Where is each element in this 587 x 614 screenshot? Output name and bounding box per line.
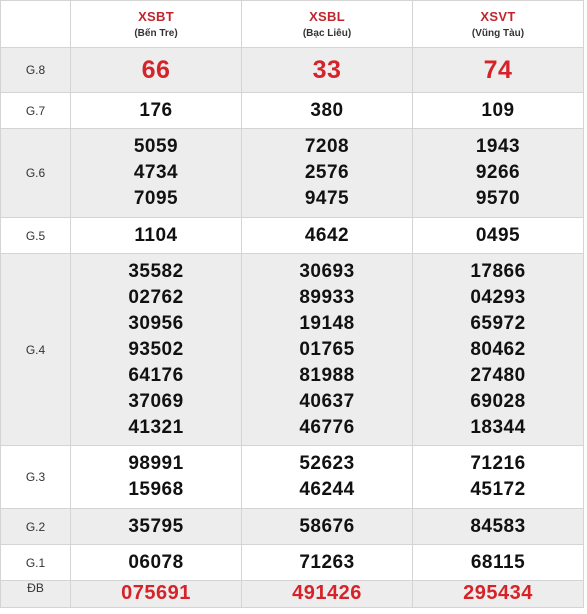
prize-label: G.1 [1,545,71,581]
prize-number: 9475 [304,188,350,209]
prize-number: 93502 [128,338,184,360]
prize-row [1,129,584,218]
prize-number: 89933 [299,286,355,308]
prize-number: 74 [483,56,513,84]
prize-number: 18344 [470,416,526,438]
prize-number: 98991 [128,453,184,474]
prize-number: 9266 [475,162,521,183]
prize-number: 69028 [470,390,526,412]
prize-number: 33 [312,56,342,84]
prize-label: G.8 [1,48,71,93]
prize-cell [71,581,242,608]
province-header [71,1,242,48]
prize-number: 7095 [133,188,179,209]
prize-cell [242,93,413,129]
prize-row [1,93,584,129]
province-code[interactable]: XSBT [138,8,174,24]
prize-label: G.2 [1,509,71,545]
prize-cell [413,509,584,545]
header-row [1,1,584,48]
prize-number: 0495 [475,224,521,246]
prize-label: G.3 [1,446,71,509]
prize-number: 380 [310,99,344,121]
prize-number: 176 [139,99,173,121]
prize-row [1,218,584,254]
prize-number: 109 [481,99,515,121]
prize-number: 40637 [299,390,355,412]
prize-number: 4734 [133,162,179,183]
province-code[interactable]: XSBL [309,8,345,24]
prize-cell [242,218,413,254]
prize-number: 81988 [299,364,355,386]
prize-row [1,581,584,608]
prize-number: 9570 [475,188,521,209]
prize-cell [71,509,242,545]
prize-number: 19148 [299,312,355,334]
prize-number: 1104 [134,224,178,246]
special-prize-number: 491426 [292,582,362,604]
prize-number: 66 [141,56,171,84]
prize-number: 17866 [470,260,526,282]
prize-row [1,48,584,93]
prize-cell [71,48,242,93]
special-prize-number: 295434 [463,582,533,604]
prize-number: 30956 [128,312,184,334]
prize-number: 35582 [128,260,184,282]
province-name: (Vũng Tàu) [471,27,525,39]
prize-label: G.4 [1,254,71,446]
prize-number: 37069 [128,390,184,412]
prize-cell [242,129,413,218]
prize-number: 27480 [470,364,526,386]
prize-cell [71,129,242,218]
prize-row [1,545,584,581]
prize-cell [242,48,413,93]
prize-number: 46244 [299,479,355,500]
prize-cell [413,93,584,129]
prize-cell [242,254,413,446]
province-header [413,1,584,48]
prize-cell [242,446,413,509]
prize-number: 06078 [128,551,184,573]
prize-cell [71,446,242,509]
province-code[interactable]: XSVT [480,8,516,24]
province-name: (Bến Tre) [134,27,178,39]
special-prize-number: 075691 [121,582,191,604]
prize-cell [242,509,413,545]
prize-number: 2576 [304,162,350,183]
prize-number: 7208 [304,136,350,157]
prize-label: G.6 [1,129,71,218]
prize-row [1,509,584,545]
prize-label: G.7 [1,93,71,129]
province-name: (Bạc Liêu) [302,27,352,39]
prize-label: ĐB [1,581,71,608]
prize-cell [413,254,584,446]
prize-number: 15968 [128,479,184,500]
prize-number: 80462 [470,338,526,360]
prize-number: 41321 [128,416,184,438]
prize-cell [71,545,242,581]
corner-cell [1,1,71,48]
prize-number: 71216 [470,453,526,474]
prize-row [1,254,584,446]
prize-number: 5059 [133,136,179,157]
prize-number: 84583 [470,515,526,537]
prize-number: 52623 [299,453,355,474]
prize-number: 46776 [299,416,355,438]
prize-cell [242,545,413,581]
prize-number: 01765 [299,338,355,360]
prize-number: 35795 [128,515,184,537]
prize-row [1,446,584,509]
prize-cell [71,93,242,129]
prize-number: 1943 [475,136,521,157]
prize-cell [413,129,584,218]
prize-number: 45172 [470,479,526,500]
prize-number: 71263 [299,551,355,573]
prize-cell [413,581,584,608]
prize-number: 58676 [299,515,355,537]
prize-number: 30693 [299,260,355,282]
prize-number: 65972 [470,312,526,334]
prize-cell [413,446,584,509]
prize-cell [413,48,584,93]
prize-cell [242,581,413,608]
prize-rows [1,48,584,608]
prize-number: 02762 [128,286,184,308]
prize-cell [413,545,584,581]
prize-cell [71,218,242,254]
prize-number: 68115 [470,551,526,573]
prize-label: G.5 [1,218,71,254]
prize-number: 4642 [304,224,350,246]
prize-cell [413,218,584,254]
prize-cell [71,254,242,446]
province-header [242,1,413,48]
prize-number: 04293 [470,286,526,308]
prize-number: 64176 [128,364,184,386]
